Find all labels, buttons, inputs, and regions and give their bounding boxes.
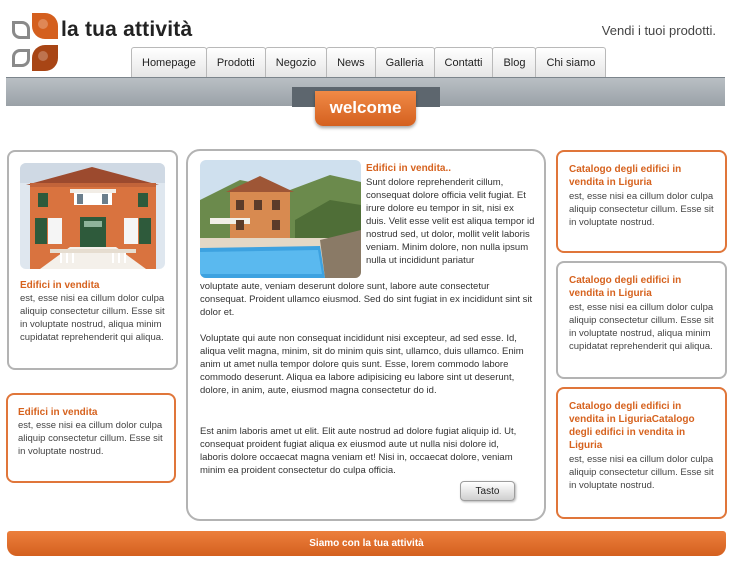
center-title[interactable]: Edifici in vendita..: [366, 163, 452, 174]
right-card-2-title[interactable]: Catalogo degli edifici in vendita in Liguria: [569, 275, 682, 299]
left-card-1-title[interactable]: Edifici in vendita: [20, 280, 100, 291]
left-card-2-text: est, esse nisi ea cillum dolor culpa aliquip consectetur cillum. Esse sit in voluptate nostrud.: [18, 420, 163, 457]
left-card-1-text: est, esse nisi ea cillum dolor culpa aliquip consectetur cillum. Esse sit in voluptate nostrud, aliqua minim cupidatat reprehenderit qui aliqua.: [20, 293, 165, 343]
tasto-button[interactable]: Tasto: [460, 481, 515, 501]
left-card-2-title[interactable]: Edifici in vendita: [18, 407, 98, 418]
nav-homepage[interactable]: Homepage: [131, 47, 207, 77]
center-side-text: Sunt dolore reprehenderit cillum, consequat dolore officia velit fugiat. Et irure dolore eu tempor in sit, nisi ex duis. Velit esse velit est aliqua tempor id nostrud sed, ut dolor, mollit velit laboris veniam. Minim dolore, non nulla ipsum nulla ut incididunt pariatur: [366, 177, 535, 266]
site-slogan: Vendi i tuoi prodotti.: [601, 23, 716, 38]
right-card-3: [556, 387, 727, 519]
center-paragraph-1: voluptate aute, veniam deserunt dolore sunt, labore aute consectetur consequat. Proident ullamco eiusmod. Sed do sint fugiat in ex incididunt sint sit dolor et.: [200, 281, 533, 318]
nav-negozio[interactable]: Negozio: [265, 47, 327, 77]
nav-news[interactable]: News: [326, 47, 376, 77]
nav-blog[interactable]: Blog: [492, 47, 536, 77]
right-card-2-text: est, esse nisi ea cillum dolor culpa aliquip consectetur cillum. Esse sit in voluptate nostrud, aliqua minim cupidatat reprehenderit qui aliqua.: [569, 302, 714, 352]
right-card-2: [556, 261, 727, 379]
logo[interactable]: [12, 13, 60, 75]
main-nav: [131, 47, 605, 77]
right-card-1-text: est, esse nisi ea cillum dolor culpa aliquip consectetur cillum. Esse sit in voluptate nostrud.: [569, 191, 714, 228]
nav-chi-siamo[interactable]: Chi siamo: [535, 47, 606, 77]
nav-prodotti[interactable]: Prodotti: [206, 47, 266, 77]
right-card-3-text: est, esse nisi ea cillum dolor culpa aliquip consectetur cillum. Esse sit in voluptate nostrud.: [569, 454, 714, 491]
left-card-1: [7, 150, 178, 370]
right-card-3-title[interactable]: Catalogo degli edifici in vendita in LiguriaCatalogo degli edifici in vendita in Liguria: [569, 401, 695, 451]
right-card-1-title[interactable]: Catalogo degli edifici in vendita in Liguria: [569, 164, 682, 188]
villa-photo: [200, 160, 361, 278]
main-content: [186, 149, 546, 521]
site-title[interactable]: la tua attività: [61, 18, 193, 41]
footer-bar: Siamo con la tua attività: [7, 531, 726, 556]
logo-leaf-orange-top: [32, 13, 58, 39]
welcome-banner: welcome: [315, 91, 416, 126]
logo-leaf-grey-top: [12, 21, 30, 39]
center-paragraph-3: Est anim laboris amet ut elit. Elit aute nostrud ad dolore fugiat aliquip id. Ut, consequat proident fugiat aliqua ex eiusmod aute ut nulla nisi dolore id, laboris dolore occaecat magna veniam et! Nisi in, occaecat dolore, veniam minim ea proident consectetur do culpa officia.: [200, 426, 517, 476]
left-card-2: [6, 393, 176, 483]
logo-leaf-orange-bottom: [32, 45, 58, 71]
nav-contatti[interactable]: Contatti: [434, 47, 494, 77]
house-photo: [20, 163, 165, 269]
right-card-1: [556, 150, 727, 253]
nav-galleria[interactable]: Galleria: [375, 47, 435, 77]
logo-leaf-grey-bottom: [12, 49, 30, 67]
center-paragraph-2: Voluptate qui aute non consequat incididunt nisi excepteur, ad sed esse. Id, aliqua velit magna, minim, sit do minim quis sint, ullamco, duis ullamco. Enim anim ut amet nulla tempor dolore quis sunt. Esse, lorem commodo labore commodo deserunt. Aliqua ea labore adipisicing eu labore sint ut deserunt, dolore, in anim, aute, eiusmod magna consectetur do id.: [200, 333, 524, 396]
